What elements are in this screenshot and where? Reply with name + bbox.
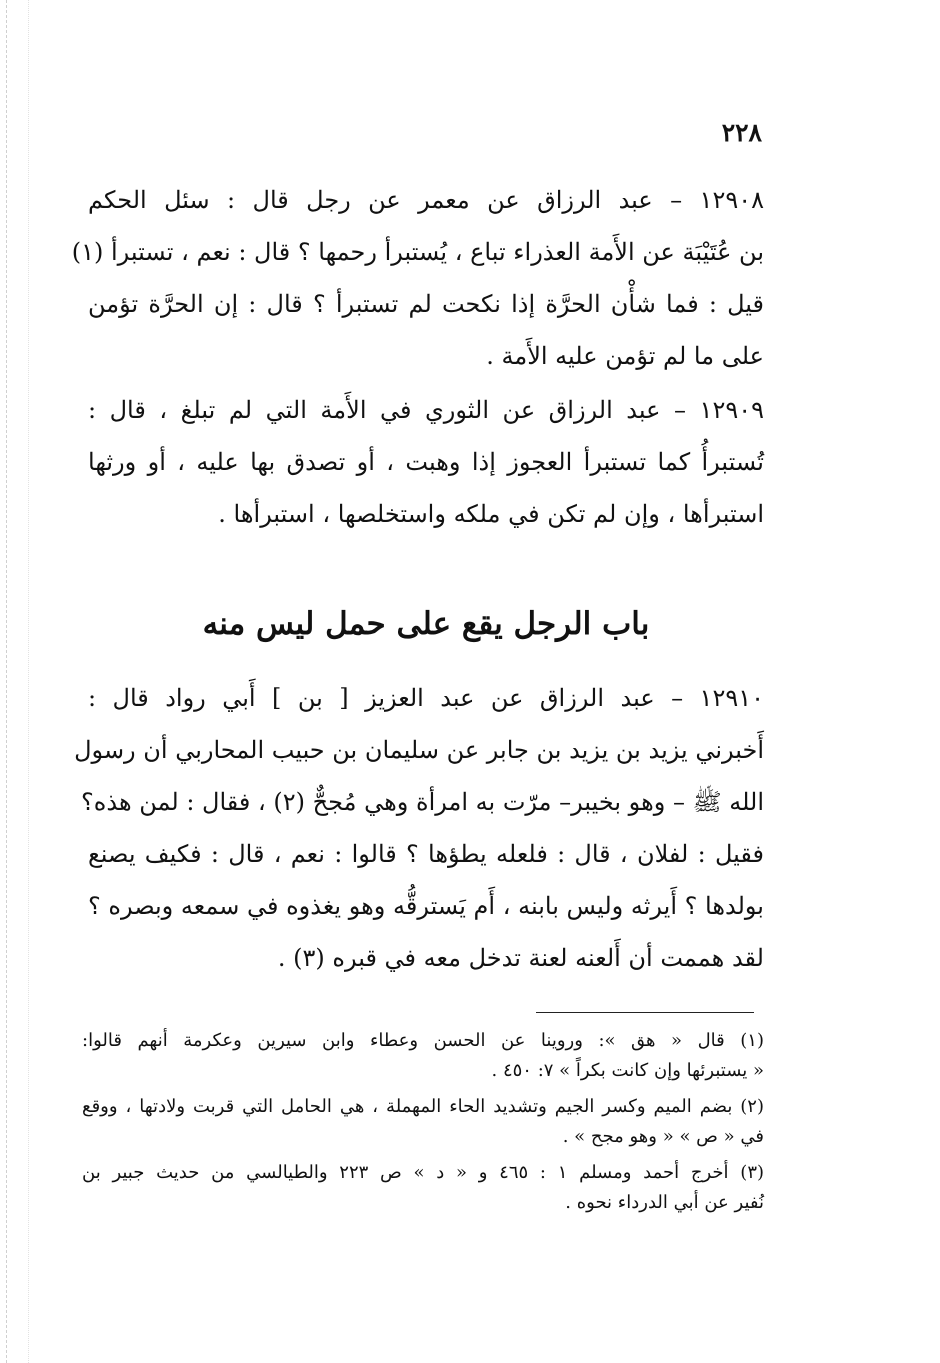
footnote-line: نُفير عن أبي الدرداء نحوه . bbox=[565, 1192, 764, 1213]
scan-margin-line bbox=[6, 0, 7, 1363]
footnote-1 bbox=[82, 1026, 764, 1086]
text-line: ١٢٩١٠ – عبد الرزاق عن عبد العزيز [ بن ] أَبي رواد قال : bbox=[88, 684, 764, 712]
text-line: أَخبرني يزيد بن يزيد بن جابر عن سليمان بن حبيب المحاربي أن رسول bbox=[74, 736, 764, 764]
hadith-paragraph-12909 bbox=[88, 384, 764, 540]
footnote-3 bbox=[82, 1158, 764, 1218]
text-line: بولدها ؟ أَيرثه وليس بابنه ، أَم يَسترقُّه وهو يغذوه في سمعه وبصره ؟ bbox=[88, 892, 764, 920]
text-line: بن عُتَيْبَة عن الأَمة العذراء تباع ، يُستبرأ رحمها ؟ قال : نعم ، تستبرأ (١) bbox=[71, 238, 764, 266]
text-line: ١٢٩٠٨ – عبد الرزاق عن معمر عن رجل قال : سئل الحكم bbox=[88, 186, 764, 214]
footnote-line: (١) قال « هق »: وروينا عن الحسن وعطاء وابن سيرين وعكرمة أنهم قالوا: bbox=[82, 1030, 764, 1051]
chapter-title: باب الرجل يقع على حمل ليس منه bbox=[202, 606, 650, 642]
text-line: تُستبرأُ كما تستبرأ العجوز إذا وهبت ، أو تصدق بها عليه ، أو ورثها bbox=[88, 448, 764, 476]
hadith-paragraph-12910 bbox=[74, 672, 764, 984]
footnote-line: (٣) أخرج أحمد ومسلم ١ : ٤٦٥ و « د » ص ٢٢٣ والطيالسي من حديث جبير بن bbox=[82, 1162, 765, 1183]
footnote-2 bbox=[82, 1092, 764, 1152]
text-line: الله ﷺ – وهو بخيبر– مرّت به امرأة وهي مُجحٌّ (٢) ، فقال : لمن هذه؟ bbox=[81, 788, 764, 816]
page-number: ٢٢٨ bbox=[721, 118, 762, 147]
text-line: استبرأها ، وإن لم تكن في ملكه واستخلصها ، استبرأها . bbox=[218, 500, 764, 528]
scan-margin-line bbox=[28, 0, 29, 1363]
footnote-line: في « ص » « وهو مجح » . bbox=[562, 1126, 764, 1147]
footnote-line: (٢) بضم الميم وكسر الجيم وتشديد الحاء المهملة ، هي الحامل التي قربت ولادتها ، ووقع bbox=[82, 1096, 764, 1117]
text-line: قيل : فما شأْن الحرَّة إذا نكحت لم تستبرأ ؟ قال : إن الحرَّة تؤمن bbox=[88, 290, 764, 318]
text-line: لقد هممت أن أَلعنه لعنة تدخل معه في قبره (٣) . bbox=[277, 944, 764, 972]
text-line: ١٢٩٠٩ – عبد الرزاق عن الثوري في الأَمة التي لم تبلغ ، قال : bbox=[88, 396, 764, 424]
footnote-line: « يستبرئها وإن كانت بكراً » ٧: ٤٥٠ . bbox=[491, 1060, 764, 1081]
footnotes bbox=[82, 1026, 764, 1218]
footnote-separator bbox=[536, 1012, 754, 1013]
hadith-paragraph-12908 bbox=[71, 174, 764, 382]
text-line: فقيل : لفلان ، قال : فلعله يطؤها ؟ قالوا : نعم ، قال : فكيف يصنع bbox=[88, 840, 764, 868]
text-line: على ما لم تؤمن عليه الأَمة . bbox=[486, 342, 764, 370]
